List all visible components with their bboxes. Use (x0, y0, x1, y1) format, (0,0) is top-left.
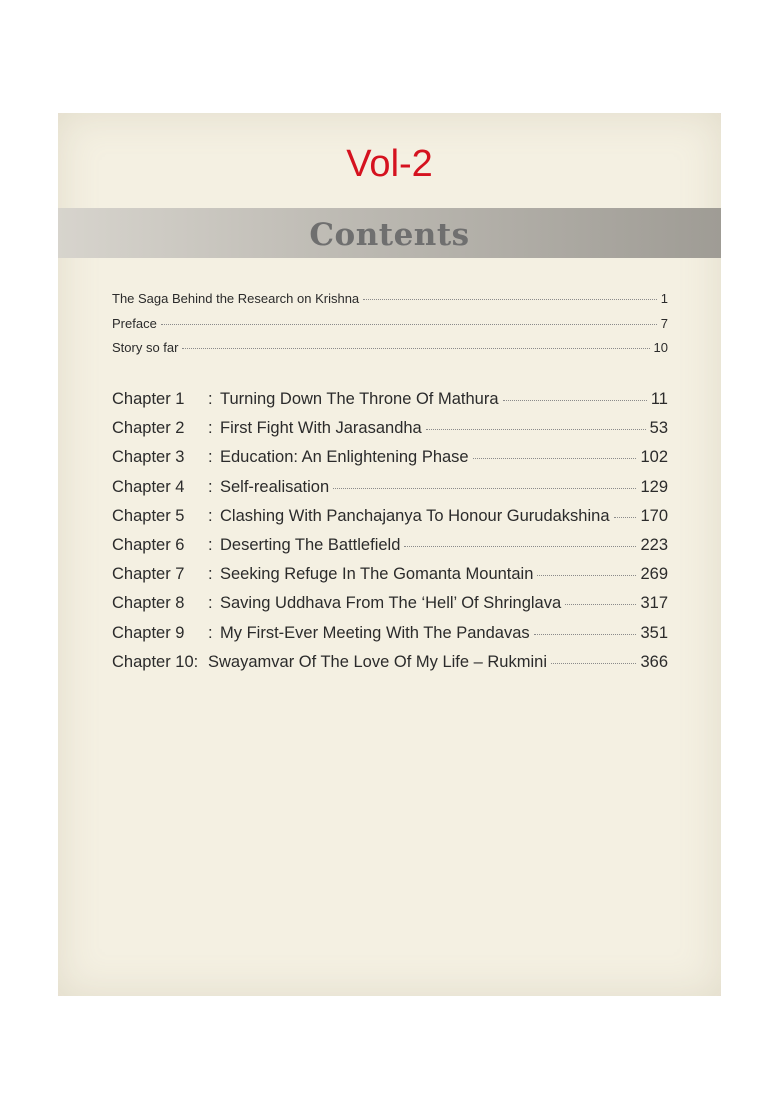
toc-entry-page: 1 (660, 291, 668, 306)
chapter-title: Seeking Refuge In The Gomanta Mountain (220, 565, 534, 584)
toc-entry-page: 10 (653, 340, 668, 355)
dot-leader (404, 546, 636, 547)
toc-entry (112, 316, 668, 341)
chapter-label: Chapter 4 (112, 477, 185, 496)
contents-heading: Contents (309, 217, 470, 253)
book-page (58, 113, 721, 996)
chapter-title: Deserting The Battlefield (220, 535, 401, 554)
chapter-entry (112, 448, 668, 477)
chapter-title: Swayamvar Of The Love Of My Life – Rukmini (208, 652, 547, 671)
chapter-page: 53 (649, 419, 668, 438)
chapter-title: Self-realisation (220, 477, 330, 496)
chapter-separator: : (208, 477, 218, 496)
chapter-separator: : (208, 506, 218, 525)
chapter-label: Chapter 2 (112, 419, 185, 438)
toc-entry-title: Story so far (112, 340, 179, 355)
chapter-separator: : (208, 448, 218, 467)
chapter-title: Turning Down The Throne Of Mathura (220, 390, 499, 408)
dot-leader (565, 604, 636, 605)
chapter-page: 269 (640, 565, 668, 584)
chapter-entry (112, 594, 668, 623)
dot-leader (614, 517, 637, 518)
chapter-entry (112, 536, 668, 565)
toc-entry-page: 7 (660, 315, 668, 331)
chapter-title: Saving Uddhava From The ‘Hell’ Of Shringlava (220, 594, 562, 613)
chapter-separator: : (208, 594, 218, 613)
chapter-page: 223 (640, 535, 668, 554)
contents-band (58, 208, 721, 258)
dot-leader (333, 488, 636, 489)
chapter-label: Chapter 10: (112, 652, 203, 671)
chapter-label: Chapter 1 (112, 390, 185, 408)
chapter-page: 351 (640, 623, 668, 642)
volume-title: Vol-2 (346, 143, 433, 185)
dot-leader (473, 458, 637, 459)
dot-leader (182, 348, 649, 349)
chapter-title: Clashing With Panchajanya To Honour Gurudakshina (220, 506, 610, 525)
chapter-separator: : (208, 390, 218, 408)
chapter-label: Chapter 5 (112, 506, 185, 525)
dot-leader (426, 429, 646, 430)
chapter-label: Chapter 3 (112, 448, 185, 467)
dot-leader (537, 575, 636, 576)
chapter-entry (112, 390, 668, 419)
chapter-separator: : (208, 565, 218, 584)
toc-entry-title: The Saga Behind the Research on Krishna (112, 291, 360, 306)
chapter-label: Chapter 6 (112, 535, 185, 554)
dot-leader (551, 663, 636, 664)
chapter-title: Education: An Enlightening Phase (220, 448, 469, 467)
chapter-label: Chapter 8 (112, 594, 185, 613)
chapter-label: Chapter 9 (112, 623, 185, 642)
chapter-separator: : (208, 535, 218, 554)
chapter-entry (112, 624, 668, 653)
dot-leader (363, 299, 657, 300)
chapter-entry (112, 507, 668, 536)
chapter-page: 129 (640, 477, 668, 496)
toc-entry (112, 291, 668, 316)
chapter-entry (112, 653, 668, 682)
chapter-title: First Fight With Jarasandha (220, 419, 422, 438)
toc-entry-title: Preface (112, 315, 157, 331)
chapter-separator: : (208, 623, 218, 642)
chapter-page: 317 (640, 594, 668, 613)
chapter-page: 102 (640, 448, 668, 467)
dot-leader (534, 634, 637, 635)
chapter-list (112, 390, 668, 682)
chapter-page: 11 (650, 390, 668, 408)
dot-leader (161, 324, 657, 325)
front-matter-list (112, 291, 668, 365)
chapter-separator: : (208, 419, 218, 438)
chapter-title: My First-Ever Meeting With The Pandavas (220, 623, 530, 642)
dot-leader (503, 400, 647, 401)
toc-entry (112, 340, 668, 365)
chapter-page: 170 (640, 506, 668, 525)
chapter-entry (112, 478, 668, 507)
chapter-entry (112, 419, 668, 448)
chapter-page: 366 (640, 652, 668, 671)
chapter-entry (112, 565, 668, 594)
chapter-label: Chapter 7 (112, 565, 185, 584)
